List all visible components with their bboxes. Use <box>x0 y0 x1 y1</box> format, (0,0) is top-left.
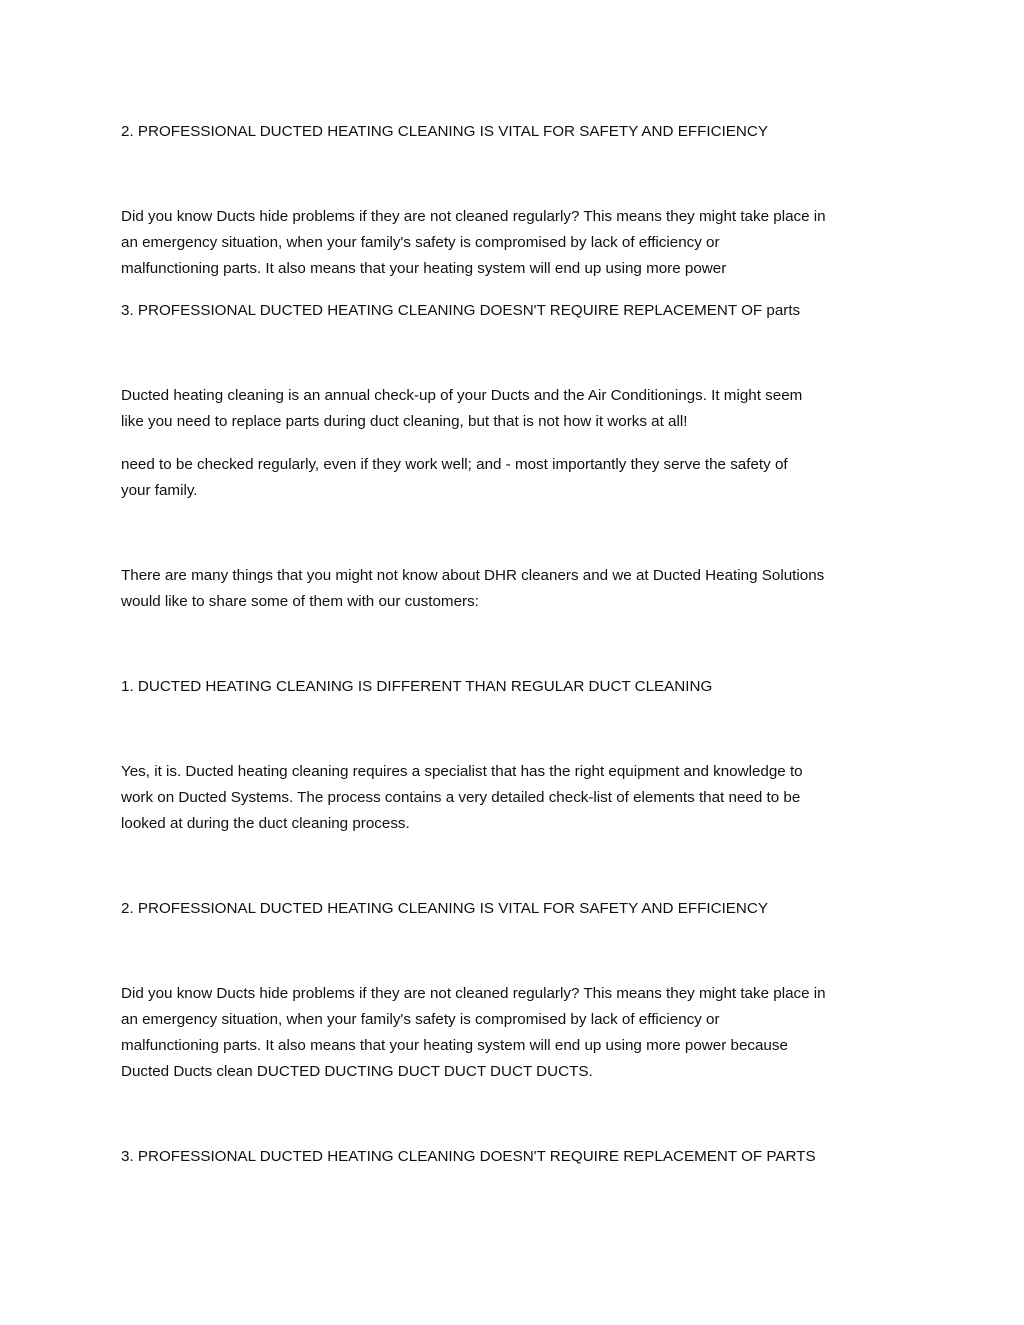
paragraph-line: Did you know Ducts hide problems if they are not cleaned regularly? This means they might take place in <box>121 208 826 225</box>
heading-replacement-parts: 3. PROFESSIONAL DUCTED HEATING CLEANING DOESN'T REQUIRE REPLACEMENT OF parts <box>121 302 801 319</box>
paragraph-line: your family. <box>121 482 198 499</box>
paragraph-line: an emergency situation, when your family's safety is compromised by lack of efficiency or <box>121 234 720 251</box>
paragraph-line: work on Ducted Systems. The process contains a very detailed check-list of elements that need to be <box>121 789 801 806</box>
heading-safety-efficiency: 2. PROFESSIONAL DUCTED HEATING CLEANING IS VITAL FOR SAFETY AND EFFICIENCY <box>121 900 768 917</box>
paragraph-line: would like to share some of them with our customers: <box>121 593 479 610</box>
paragraph-line: looked at during the duct cleaning process. <box>121 815 410 832</box>
paragraph-line: an emergency situation, when your family's safety is compromised by lack of efficiency or <box>121 1011 720 1028</box>
heading-safety-efficiency: 2. PROFESSIONAL DUCTED HEATING CLEANING IS VITAL FOR SAFETY AND EFFICIENCY <box>121 123 768 140</box>
paragraph-line: malfunctioning parts. It also means that your heating system will end up using more power <box>121 260 727 277</box>
paragraph-line: There are many things that you might not know about DHR cleaners and we at Ducted Heating Solutions <box>121 567 825 584</box>
paragraph-line: malfunctioning parts. It also means that your heating system will end up using more power because <box>121 1037 788 1054</box>
paragraph-line: need to be checked regularly, even if they work well; and - most importantly they serve the safety of <box>121 456 788 473</box>
paragraph-line: like you need to replace parts during duct cleaning, but that is not how it works at all! <box>121 413 688 430</box>
paragraph-line: Ducted Ducts clean DUCTED DUCTING DUCT DUCT DUCT DUCTS. <box>121 1063 593 1080</box>
heading-different-cleaning: 1. DUCTED HEATING CLEANING IS DIFFERENT THAN REGULAR DUCT CLEANING <box>121 678 713 695</box>
paragraph-line: Ducted heating cleaning is an annual check-up of your Ducts and the Air Conditionings. It might seem <box>121 387 803 404</box>
paragraph-line: Yes, it is. Ducted heating cleaning requires a specialist that has the right equipment and knowledge to <box>121 763 803 780</box>
paragraph-line: Did you know Ducts hide problems if they are not cleaned regularly? This means they might take place in <box>121 985 826 1002</box>
heading-replacement-parts: 3. PROFESSIONAL DUCTED HEATING CLEANING DOESN'T REQUIRE REPLACEMENT OF PARTS <box>121 1148 816 1165</box>
